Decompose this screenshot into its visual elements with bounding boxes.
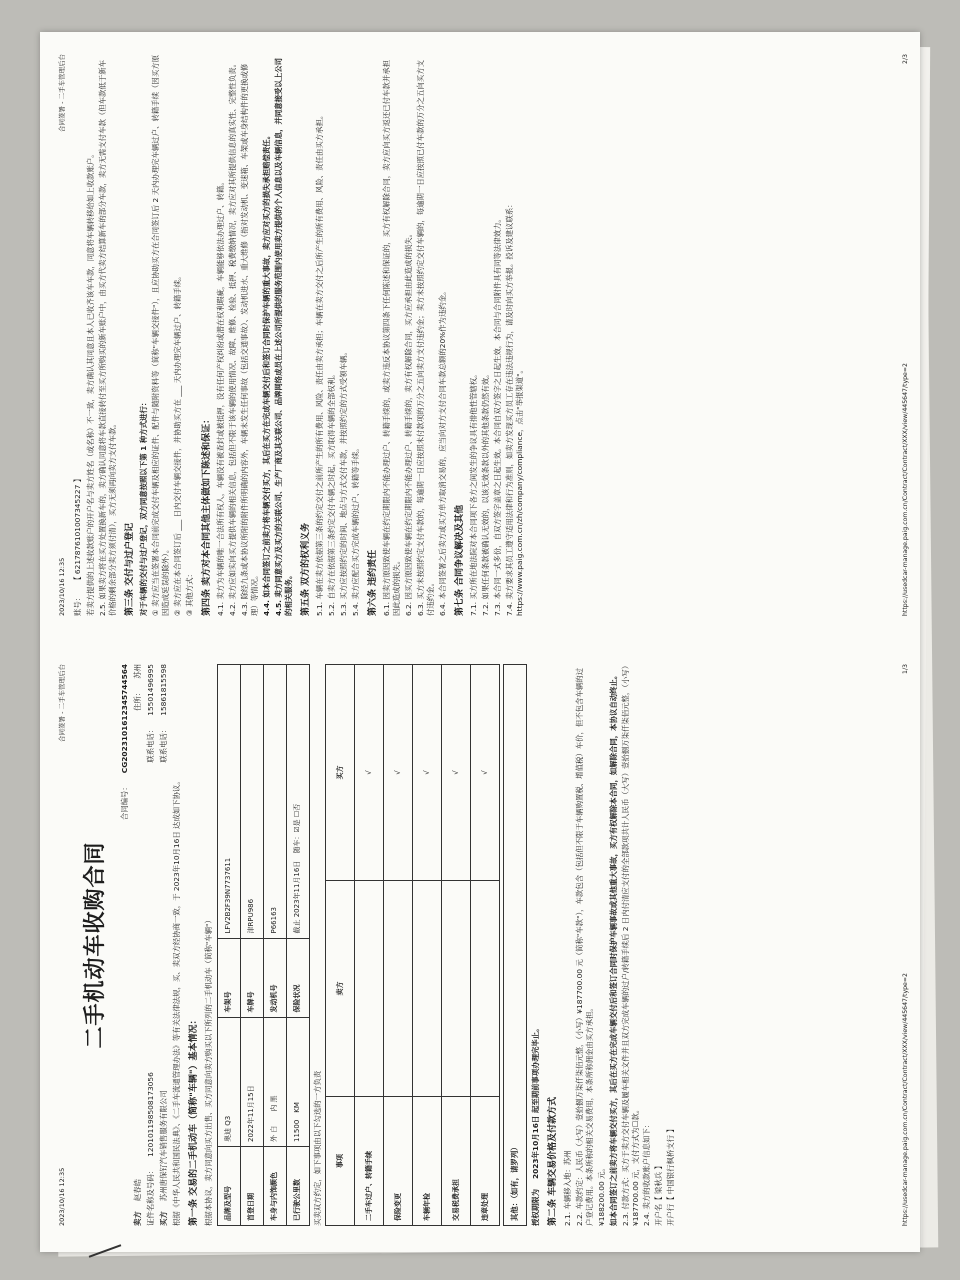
section-1-intro: 根据本协议，卖方同意向买方出售、买方同意向卖方购买以下所列的二手机动车（简称"车辆"） (203, 916, 213, 1226)
clause-3-b: ② 卖方应在本合同签订后 ___ 日内交付车辆交接件，并协助买方在 ___ 天内办理完车辆过户、转籍手续。 (172, 272, 182, 616)
buyer-name: 苏州唐保钌汽车销售服务有限公司 (159, 1090, 169, 1202)
vehicle-field-label: 保险状况 (286, 938, 309, 1017)
responsibility-item: 交易税费承担 (442, 1097, 471, 1226)
section-2-title: 第二条 车辆交易价格及付款方式 (548, 1096, 559, 1226)
seller-phone-label: 联系电话： (146, 725, 156, 763)
vehicle-field-label: 车牌号 (240, 938, 263, 1017)
seller-id: 120101198508173056 (146, 1072, 156, 1157)
header-site: 合同签署 - 二手车管理后台 (58, 664, 66, 742)
buyer-label: 买方 (159, 1211, 169, 1226)
responsibility-check (384, 881, 413, 1097)
responsibility-row (471, 665, 500, 1226)
vehicle-field-label: 车架号 (217, 938, 240, 1017)
clause-2-2-note: 如本合同签订之前卖方将车辆交付买方，其后在买方在完成车辆交付后和签订合同时保护车辆事故或其他重大事故，买方有权解除本合同，如解除合同，本协议自动终止。 (608, 671, 618, 1226)
vehicle-table (217, 664, 310, 1226)
responsibility-row (413, 665, 442, 1226)
section-5-title: 第五条 双方的权利义务 (300, 522, 311, 616)
clause-7-2: 7.2. 如果任何条款被确认无效的，以该无效条款以外的其他条款仍然有效。 (481, 370, 491, 616)
clause-2-2-amount: ¥188200.00 元。 (596, 1164, 606, 1226)
responsibility-check: √ (471, 665, 500, 881)
responsibility-check: √ (384, 665, 413, 881)
vehicle-field-value: 津RPU986 (240, 665, 263, 939)
clause-2-4: 2.4. 卖方的收款账户信息如下： (642, 1120, 652, 1226)
seller-phone: 15501496995 (146, 664, 156, 716)
clause-7-4: 7.4. 卖方要求其员工遵守适用法律和行为准则，如卖方发现买方员工存在违法违规行为，请及时向买方举报。投诉及建议联系：https://www.paig.com.cn/zh/company/compliance，点击"举报渠道"。 (505, 200, 524, 616)
clause-3-head: 对于车辆的交付与过户登记，双方同意按照以下第 1 种方式进行： (138, 398, 148, 616)
responsibility-row (384, 665, 413, 1226)
clause-2-1: 2.1. 车辆移入地：苏州 (562, 1150, 572, 1226)
clause-2-2: 2.2. 车款约定：人民币（大写）壹拾捌万柒仟柒佰元整，（小写）¥187700.00 元（简称"车款"），车款包含（包括但不限于车辆购置税、增值税）车价，但不包含车辆的过户登记费用。本条所称的相关交易费用，本条所称佣金由买方承担。 (574, 667, 594, 1226)
responsibility-check (413, 881, 442, 1097)
contract-page-1: 2023/10/16 12:35 合同签署 - 二手车管理后台 二手机动车收购合同 合同编号： CG2023101612345744564 卖方 赵春皓 住所： 苏州 证件名称及号码： 120101198508173056 联系电话： 15501496995 买方 苏州唐保钌汽车销售服务有限公司 联系电话： 15861815598 根据《中华人民共和国民法典》、《二手车流通管理办法》等有关法律法规，买、卖双方经协商一致，于 2023年10月16日 达成如下协议。 第一条 交易的二手机动车（简称"车辆"）基本情况： 根据本协议，卖方同意向买方出售、买方同意向卖方购买以下所列的二手机动车（简称"车辆"） 品牌及型号 奥迪 Q3 车架号 LFV2B2F39N7737611 首登日期 2022年11月15日 车牌号 津RPU986 车身与内饰颜色 外 白 内 黑 发动机号 P66163 已行驶公里数 11500 KM 保险状况 截止 2023年11月16日 随车：☑是 ☐否 买卖双方约定，如下事项由以下勾选的一方负责 事项 卖方 买方 二手车过户、转籍手续 √ 保险变更 √ 车辆年检 √ 交易税费承担 √ 违章处理 √ 其他：（如有，请罗列） 授权期限为 2023年10月16日 起至期前事项办理完毕止。 第二条 车辆交易价格及付款方式 2.1. 车辆移入地：苏州 2.2. 车款约定：人民币（大写）壹拾捌万柒仟柒佰元整，（小写）¥187700.00 元（简称"车款"），车款包含（包括但不限于车辆购置税、增值税）车价，但不包含车辆的过户登记费用。本条所称的相关交易费用，本条所称佣金由买方承担。 ¥188200.00 元。 如本合同签订之前卖方将车辆交付买方，其后在买方在完成车辆交付后和签订合同时保护车辆事故或其他重大事故，买方有权解除本合同，如解除合同，本协议自动终止。 2.3. 付款方式：买方于卖方交付车辆及履车相关文件并且双方完成车辆的过户/转籍手续后 2 日内付清应支付的全部款项共计人民币（大写）壹拾捌万柒仟柒佰元整，（小写）¥187700.00 元，支付方式为☐款。 2.4. 卖方的收款账户信息如下： 开户名【 梁秋兵 】 开户行【 中国银行枫桥支行 】 https://usedcar-manage.paig.com.cn/Contract/Contract/XXX/view/445647/type=2 1/3 (58, 664, 909, 1226)
vehicle-field-label: 车身与内饰颜色 (263, 1147, 286, 1226)
clause-6-2: 6.2. 因买方原因致使车辆在约定期限内不能办理过户、转籍手续的，卖方有权解除合同，买方应承担由此造成的损失。 (403, 230, 413, 616)
vehicle-row (240, 665, 263, 1226)
clause-6-1: 6.1. 因卖方原因致使车辆在约定期限内不能办理过户、转籍手续的，或卖方违反本协议第四条下任何陈述和保证的，买方有权解除合同，卖方应向买方返还已付车款并承担因此造成的损失。 (382, 60, 401, 616)
vehicle-field-label: 品牌及型号 (217, 1147, 240, 1226)
account-note: 若卖方提供的上述收款账户的开户名与卖方姓名（或名称）不一致，卖方确认其同意且本人已收齐该车车款，同意将车辆转移给如上收款账户。 (85, 150, 95, 616)
buyer-phone-label: 联系电话： (159, 725, 169, 763)
vehicle-field-value: 11500 KM (286, 1017, 309, 1146)
deadline-value: 2023年10月16日 起至期前事项办理完毕止。 (531, 1024, 541, 1180)
responsibility-row (442, 665, 471, 1226)
footer-url: https://usedcar-manage.paig.com.cn/Contract/Contract/XXX/view/445647/type=2 (901, 363, 909, 616)
clause-5-4: 5.4. 卖方应配合买方完成车辆的过户、转籍等手续。 (350, 444, 360, 616)
vehicle-row (263, 665, 286, 1226)
page-number: 2/3 (901, 54, 909, 64)
deadline-label: 授权期限为 (531, 1189, 541, 1226)
vehicle-row (286, 665, 309, 1226)
responsibility-item: 违章处理 (471, 1097, 500, 1226)
responsibility-header: 事项 (326, 1097, 355, 1226)
clause-5-3: 5.3. 买方应按照约定的时间、地点与方式交付车款，并按照约定的方式受领车辆。 (338, 348, 348, 616)
responsibility-check: √ (413, 665, 442, 881)
handle-intro: 买卖双方约定，如下事项由以下勾选的一方负责 (312, 1070, 322, 1226)
seller-id-label: 证件名称及号码： (146, 1166, 156, 1226)
buyer-phone: 15861815598 (159, 664, 169, 716)
account-no: 6217876101007345227 (72, 484, 82, 575)
page-number: 1/3 (901, 664, 909, 674)
contract-no-label: 合同编号： (120, 783, 130, 821)
responsibility-row (355, 665, 384, 1226)
account-no-label: 账号： (72, 593, 82, 616)
responsibility-item: 保险变更 (384, 1097, 413, 1226)
header-date: 2023/10/16 12:35 (58, 557, 66, 616)
responsibility-check (471, 881, 500, 1097)
responsibility-item: 二手车过户、转籍手续 (355, 1097, 384, 1226)
seller-name: 赵春皓 (133, 1179, 143, 1202)
header-date: 2023/10/16 12:35 (58, 1167, 66, 1226)
section-4-title: 第四条 卖方对本合同其他主体做如下陈述和保证： (201, 414, 212, 616)
clause-6-4: 6.4. 本合同签署之后卖方或买方单方取消交易的，应当向对方支付合同车款总额的20%作为违约金。 (437, 287, 447, 616)
account-bank-label: 开户行 (666, 1203, 676, 1226)
responsibility-header: 买方 (326, 665, 355, 881)
responsibility-table (325, 664, 500, 1226)
vehicle-field-value: P66163 (263, 665, 286, 939)
clause-4-1: 4.1. 卖方为车辆的唯一合法所有权人，车辆没有被查封或被抵押，没有任何产权纠纷或潜在权利瑕疵，车辆能够依法办理过户、转籍。 (215, 178, 225, 616)
footer-url: https://usedcar-manage.paig.com.cn/Contract/Contract/XXX/view/445647/type=2 (901, 973, 909, 1226)
vehicle-field-label: 发动机号 (263, 938, 286, 1017)
account-bank: 中国银行枫桥支行 (666, 1134, 676, 1195)
clause-2-5: 2.5. 如果卖方将在买方处置换新车的，卖方确认同意将车款直接转付至买方所购买的新车账户中，由买方代卖方结算新车的部分车款，卖方无需支付车款（但车款低于新车价格的剩余部分卖方须付清），买方无须再向卖方支付车款。 (97, 60, 117, 616)
contract-no: CG2023101612345744564 (120, 664, 130, 774)
account-name-label: 开户名 (654, 1203, 664, 1226)
vehicle-field-value: 奥迪 Q3 (217, 1017, 240, 1146)
clause-4-2: 4.2. 卖方应如实向买方提供车辆的相关信息，包括但不限于该车辆的使用情况、故障、维修、检验、抵押、税费缴纳情况，卖方应对其所提供信息的真实性、完整性负责。 (227, 60, 237, 616)
section-7-title: 第七条 合同争议解决及其他 (454, 504, 465, 616)
clause-6-3: 6.3. 买方未按照约定支付车款的，每逾期一日应按照未付款项的万分之五向卖方支付违约金；卖方未按照约定交付车辆的，每逾期一日应按照已付车款的万分之五向买方支付违约金。 (415, 60, 435, 616)
vehicle-field-value: 截止 2023年11月16日 随车：☑是 ☐否 (286, 665, 309, 939)
vehicle-field-label: 首登日期 (240, 1147, 263, 1226)
contract-title: 二手机动车收购合同 (82, 841, 108, 1049)
responsibility-check: √ (442, 665, 471, 881)
intro-text: 根据《中华人民共和国民法典》、《二手车流通管理办法》等有关法律法规，买、卖双方经协商一致，于 2023年10月16日 达成如下协议。 (172, 777, 182, 1226)
section-6-title: 第六条 违约责任 (367, 549, 378, 616)
seller-addr: 苏州 (133, 664, 143, 679)
contract-page-2: 2023/10/16 12:35 合同签署 - 二手车管理后台 账号： 【 6217876101007345227 】 若卖方提供的上述收款账户的开户名与卖方姓名（或名称）不一致，卖方确认其同意且本人已收齐该车车款，同意将车辆转移给如上收款账户。 2.5. 如果卖方将在买方处置换新车的，卖方确认同意将车款直接转付至买方所购买的新车账户中，由买方代卖方结算新车的部分车款，卖方无需支付车款（但车款低于新车价格的剩余部分卖方须付清），买方无须再向卖方支付车款。 第三条 交付与过户登记 对于车辆的交付与过户登记，双方同意按照以下第 1 种方式进行： ① 卖方应当在签署本合同前完成交付车辆及相应的证件、配件与随附资料等（简称"车辆交接件"），且应协助买方在合同签订后 2 天内办理完车辆过户、转籍手续（因买方原因造成延误的除外）。 ② 卖方应在本合同签订后 ___ 日内交付车辆交接件，并协助买方在 ___ 天内办理完车辆过户、转籍手续。 ③ 其他方式： 第四条 卖方对本合同其他主体做如下陈述和保证： 4.1. 卖方为车辆的唯一合法所有权人，车辆没有被查封或被抵押，没有任何产权纠纷或潜在权利瑕疵，车辆能够依法办理过户、转籍。 4.2. 卖方应如实向买方提供车辆的相关信息，包括但不限于该车辆的使用情况、故障、维修、检验、抵押、税费缴纳情况，卖方应对其所提供信息的真实性、完整性负责。 4.3. 除经九条或本协议所附的附件所明确的内容外，车辆未发生任何事故（包括交通事故）、发动机进水、重大维修（指对发动机、变速箱、车架或车身结构件的更换或修理）等情况。 4.4. 如本合同签订之前卖方将车辆交付买方，其后在买方在完成车辆交付后和签订合同时保护车辆的重大事故，卖方应对买方的损失承担赔偿责任。 4.5. 卖方同意买方及买方的关联公司、生产厂商及其关联公司、品牌网络成员在上述公司所提供的服务范围内使用卖方提供的个人信息以及车辆信息，并同意接受以上公司的相关服务。 第五条 双方的权利义务 5.1. 车辆在卖方依据第三条的约定交付之前所产生的所有费用、风险、责任由卖方承担；车辆在卖方交付之后所产生的所有费用、风险、责任由买方承担。 5.2. 自卖方在依据第三条约定交付车辆之时起，买方取得车辆的全部权利。 5.3. 买方应按照约定的时间、地点与方式交付车款，并按照约定的方式受领车辆。 5.4. 卖方应配合买方完成车辆的过户、转籍等手续。 第六条 违约责任 6.1. 因卖方原因致使车辆在约定期限内不能办理过户、转籍手续的，或卖方违反本协议第四条下任何陈述和保证的，买方有权解除合同，卖方应向买方返还已付车款并承担因此造成的损失。 6.2. 因买方原因致使车辆在约定期限内不能办理过户、转籍手续的，卖方有权解除合同，买方应承担由此造成的损失。 6.3. 买方未按照约定支付车款的，每逾期一日应按照未付款项的万分之五向卖方支付违约金；卖方未按照约定交付车辆的，每逾期一日应按照已付车款的万分之五向买方支付违约金。 6.4. 本合同签署之后卖方或买方单方取消交易的，应当向对方支付合同车款总额的20%作为违约金。 第七条 合同争议解决及其他 7.1. 买方所在地法院对本合同项下各方之间发生的争议具有排他性管辖权。 7.2. 如果任何条款被确认无效的，以该无效条款以外的其他条款仍然有效。 7.3. 本合同一式多份，自双方签字盖章之日起生效。本合同自双方签字之日起生效，本合同与合同附件具有同等法律效力。 7.4. 卖方要求其员工遵守适用法律和行为准则，如卖方发现买方员工存在违法违规行为，请及时向买方举报。投诉及建议联系：https://www.paig.com.cn/zh/company/compliance，点击"举报渠道"。 https://usedcar-manage.paig.com.cn/Contract/Contract/XXX/view/445647/type=2 2/3 (58, 54, 909, 616)
clause-2-3: 2.3. 付款方式：买方于卖方交付车辆及履车相关文件并且双方完成车辆的过户/转籍手续后 2 日内付清应支付的全部款项共计人民币（大写）壹拾捌万柒仟柒佰元整，（小写）¥187700.00 元，支付方式为☐款。 (620, 665, 640, 1226)
clause-4-5: 4.5. 卖方同意买方及买方的关联公司、生产厂商及其关联公司、品牌网络成员在上述公司所提供的服务范围内使用卖方提供的个人信息以及车辆信息，并同意接受以上公司的相关服务。 (273, 58, 293, 616)
vehicle-field-value: 外 白 内 黑 (263, 1017, 286, 1146)
clause-4-3: 4.3. 除经九条或本协议所附的附件所明确的内容外，车辆未发生任何事故（包括交通事故）、发动机进水、重大维修（指对发动机、变速箱、车架或车身结构件的更换或修理）等情况。 (239, 63, 259, 616)
clause-5-1: 5.1. 车辆在卖方依据第三条的约定交付之前所产生的所有费用、风险、责任由卖方承担；车辆在卖方交付之后所产生的所有费用、风险、责任由买方承担。 (314, 111, 324, 616)
responsibility-check (442, 881, 471, 1097)
seller-addr-label: 住所： (133, 688, 143, 711)
clause-7-3: 7.3. 本合同一式多份，自双方签字盖章之日起生效。本合同自双方签字之日起生效，本合同与合同附件具有同等法律效力。 (493, 215, 503, 616)
section-3-title: 第三条 交付与过户登记 (124, 522, 135, 616)
vehicle-field-value: LFV2B2F39N7737611 (217, 665, 240, 939)
clause-3-a: ① 卖方应当在签署本合同前完成交付车辆及相应的证件、配件与随附资料等（简称"车辆交接件"），且应协助买方在合同签订后 2 天内办理完车辆过户、转籍手续（因买方原因造成延误的除外）。 (150, 55, 170, 616)
clause-3-c: ③ 其他方式： (184, 570, 194, 616)
other-label: 其他：（如有，请罗列） (510, 1143, 520, 1221)
clause-5-2: 5.2. 自卖方在依据第三条约定交付车辆之时起，买方取得车辆的全部权利。 (326, 370, 336, 616)
header-site: 合同签署 - 二手车管理后台 (58, 54, 66, 132)
vehicle-field-label: 已行驶公里数 (286, 1147, 309, 1226)
section-1-title: 第一条 交易的二手机动车（简称"车辆"）基本情况： (189, 1015, 200, 1226)
clause-4-4: 4.4. 如本合同签订之前卖方将车辆交付买方，其后在买方在完成车辆交付后和签订合同时保护车辆的重大事故，卖方应对买方的损失承担赔偿责任。 (261, 131, 271, 616)
contract-sheet (40, 32, 920, 1252)
vehicle-field-value: 2022年11月15日 (240, 1017, 263, 1146)
responsibility-header: 卖方 (326, 881, 355, 1097)
responsibility-check: √ (355, 665, 384, 881)
account-name: 梁秋兵 (654, 1171, 664, 1195)
seller-label: 卖方 (133, 1211, 143, 1226)
vehicle-row (217, 665, 240, 1226)
responsibility-item: 车辆年检 (413, 1097, 442, 1226)
clause-7-1: 7.1. 买方所在地法院对本合同项下各方之间发生的争议具有排他性管辖权。 (469, 370, 479, 616)
responsibility-check (355, 881, 384, 1097)
